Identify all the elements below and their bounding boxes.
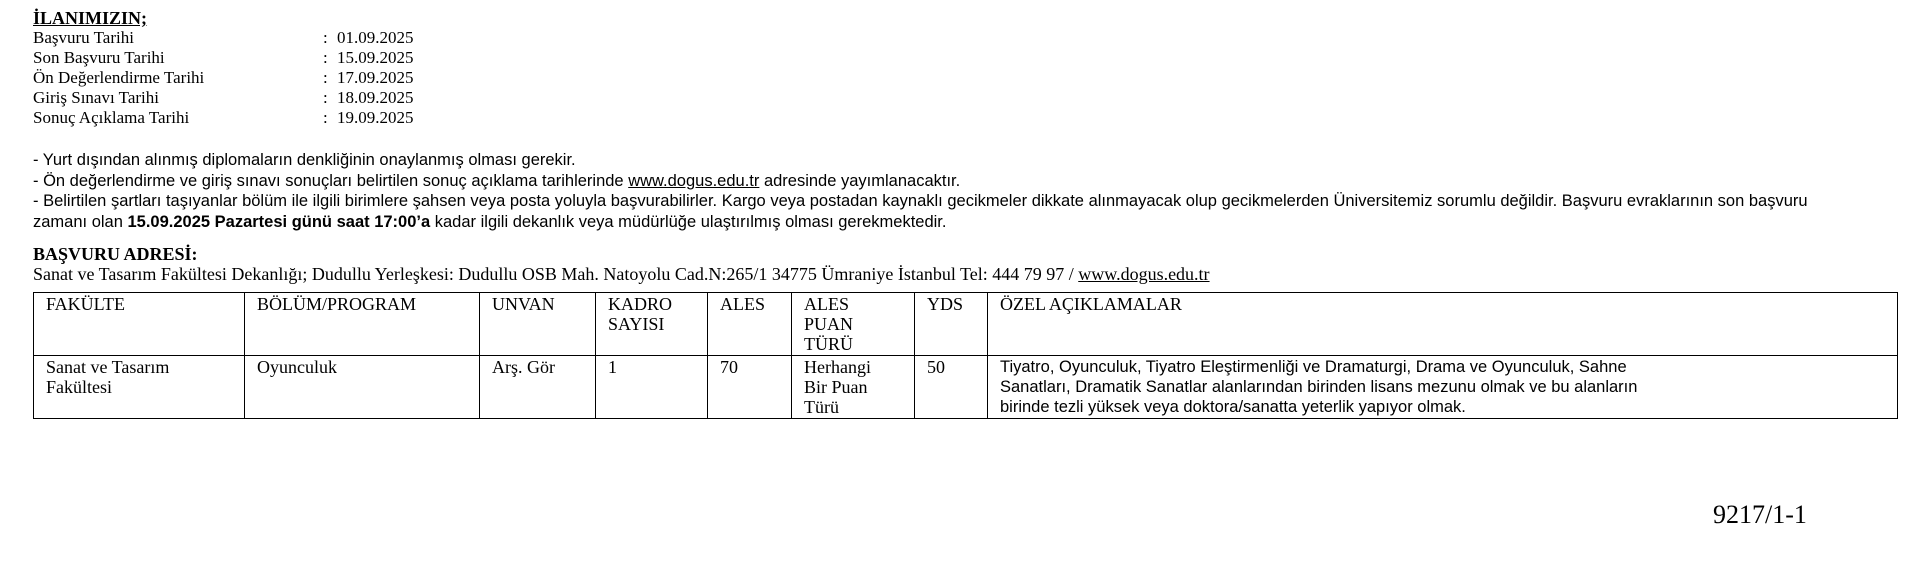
positions-table [33,292,1898,419]
header-title: UNVAN [480,293,596,356]
header-faculty: FAKÜLTE [34,293,245,356]
header-ales-score-type [792,293,915,356]
date-value: 01.09.2025 [337,28,414,47]
header-line: KADRO [608,294,673,314]
date-row-application [33,28,414,48]
date-value: 17.09.2025 [337,68,414,87]
cell-position-count: 1 [596,356,708,419]
date-colon: : [323,28,328,47]
announcement-dates-heading: İLANIMIZIN; [33,8,148,28]
date-value: 18.09.2025 [337,88,414,107]
date-row-results [33,108,414,128]
date-value: 19.09.2025 [337,108,414,127]
cell-special-notes [988,356,1898,419]
date-colon: : [323,68,328,87]
website-link[interactable]: www.dogus.edu.tr [1078,264,1210,284]
table-row [34,356,1898,419]
application-address [33,264,1903,284]
cell-line: Bir Puan [804,377,868,397]
cell-line: Tiyatro, Oyunculuk, Tiyatro Eleştirmenliği ve Dramaturgi, Drama ve Oyunculuk, Sahne [1000,358,1627,376]
date-label: Giriş Sınavı Tarihi [33,88,159,107]
website-link[interactable]: www.dogus.edu.tr [628,171,760,190]
announcement-page [33,8,1903,419]
cell-line: Sanat ve Tasarım [46,357,170,377]
note-text: kadar ilgili dekanlık veya müdürlüğe ulaştırılmış olması gerekmektedir. [430,212,947,231]
cell-department: Oyunculuk [245,356,480,419]
date-row-deadline [33,48,414,68]
header-department: BÖLÜM/PROGRAM [245,293,480,356]
date-colon: : [323,48,328,67]
deadline-emphasis: 15.09.2025 Pazartesi günü saat 17:00’a [127,212,431,231]
cell-line: Fakültesi [46,377,112,397]
notes-section [33,150,1823,232]
date-row-pre-evaluation [33,68,414,88]
header-ales: ALES [708,293,792,356]
header-line: SAYISI [608,314,665,334]
dates-table [33,28,414,128]
date-label: Son Başvuru Tarihi [33,48,165,67]
document-number: 9217/1-1 [1713,500,1807,529]
date-row-entrance-exam [33,88,414,108]
date-colon: : [323,108,328,127]
application-address-heading: BAŞVURU ADRESİ: [33,244,198,264]
date-colon: : [323,88,328,107]
cell-ales: 70 [708,356,792,419]
cell-title: Arş. Gör [480,356,596,419]
header-yds: YDS [915,293,988,356]
header-special-notes: ÖZEL AÇIKLAMALAR [988,293,1898,356]
cell-faculty [34,356,245,419]
note-text: adresinde yayımlanacaktır. [759,171,961,190]
note-diploma-equivalence: - Yurt dışından alınmış diplomaların denkliğinin onaylanmış olması gerekir. [33,151,576,169]
cell-line: Sanatları, Dramatik Sanatlar alanlarından birinden lisans mezunu olmak ve bu alanların [1000,378,1638,396]
cell-yds: 50 [915,356,988,419]
header-line: PUAN [804,314,854,334]
cell-line: Türü [804,397,839,417]
positions-header-row [34,293,1898,356]
date-label: Başvuru Tarihi [33,28,134,47]
note-text: - Ön değerlendirme ve giriş sınavı sonuçları belirtilen sonuç açıklama tarihlerinde [33,171,629,190]
note-results-publication [33,171,1823,192]
date-label: Sonuç Açıklama Tarihi [33,108,190,127]
cell-line: Herhangi [804,357,871,377]
date-value: 15.09.2025 [337,48,414,67]
cell-line: birinde tezli yüksek veya doktora/sanatta yeterlik yapıyor olmak. [1000,398,1466,416]
note-application-method [33,191,1823,232]
header-line: TÜRÜ [804,334,853,354]
address-text: Sanat ve Tasarım Fakültesi Dekanlığı; Dudullu Yerleşkesi: Dudullu OSB Mah. Natoyolu Cad.N:265/1 34775 Ümraniye İstanbul Tel: 444 79 97 / [33,264,1079,284]
date-label: Ön Değerlendirme Tarihi [33,68,205,87]
cell-ales-score-type [792,356,915,419]
note-text: - Belirtilen şartları taşıyanlar bölüm ile ilgili birimlere şahsen veya posta yoluyla başvurabilirler. Kargo veya postadan kaynaklı gecikmeler dikkate alınmayacak olup gecikmelerden Üniversitemiz sorumlu değildir. Başvuru evraklarının son başvuru zamanı olan [33,192,1808,231]
header-position-count [596,293,708,356]
header-line: ALES [804,294,849,314]
